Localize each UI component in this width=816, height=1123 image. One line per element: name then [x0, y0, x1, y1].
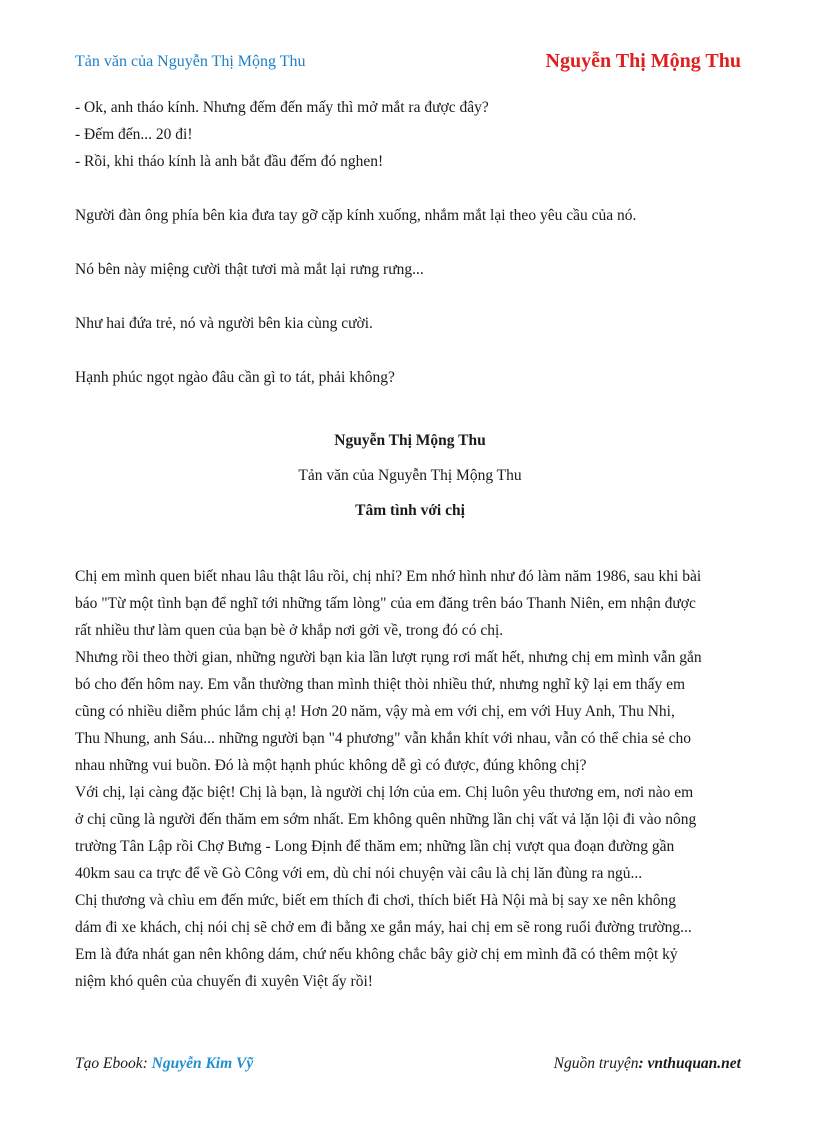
story-line: Chị em mình quen biết nhau lâu thật lâu rồi, chị nhỉ? Em nhớ hình như đó làm năm 1986, sau khi bài: [75, 568, 702, 585]
story-line: Với chị, lại càng đặc biệt! Chị là bạn, là người chị lớn của em. Chị luôn yêu thương em, nơi nào em: [75, 784, 694, 801]
header-collection-title: Tản văn của Nguyễn Thị Mộng Thu: [75, 53, 306, 70]
page-footer: [75, 1055, 741, 1077]
story-line: báo "Từ một tình bạn để nghĩ tới những tấm lòng" của em đăng trên báo Thanh Niên, em nhận được: [75, 595, 696, 612]
story-line: Em là đứa nhát gan nên không dám, chứ nếu không chắc bây giờ chị em mình đã có thêm một kỷ: [75, 946, 678, 963]
source-site-link[interactable]: vnthuquan.net: [647, 1055, 741, 1072]
dialogue-line: - Đếm đến... 20 đi!: [75, 126, 193, 143]
paragraph: Nó bên này miệng cười thật tươi mà mắt lại rưng rưng...: [75, 261, 424, 278]
ebook-separator: :: [142, 1055, 152, 1072]
source-label: Nguồn truyện: [553, 1055, 639, 1072]
source-credit: [554, 1055, 741, 1073]
story-line: bó cho đến hôm nay. Em vẫn thường than mình thiệt thòi nhiều thứ, nhưng nghĩ kỹ lại em thấy em: [75, 676, 686, 693]
story-line: Nhưng rồi theo thời gian, những người bạn kia lần lượt rụng rơi mất hết, nhưng chị em mình vẫn gắn: [75, 649, 702, 666]
story-line: niệm khó quên của chuyến đi xuyên Việt ấy rồi!: [75, 973, 373, 990]
story-line: Chị thương và chìu em đến mức, biết em thích đi chơi, thích biết Hà Nội mà bị say xe nên không: [75, 892, 676, 909]
dialogue-line: - Ok, anh tháo kính. Nhưng đếm đến mấy thì mở mắt ra được đây?: [75, 99, 489, 116]
story-line: dám đi xe khách, chị nói chị sẽ chở em đi bằng xe gắn máy, hai chị em sẽ rong ruổi đường trường...: [75, 919, 692, 936]
story-line: trường Tân Lập rồi Chợ Bưng - Long Định để thăm em; những lần chị vượt qua đoạn đường gần: [75, 838, 675, 855]
story-line: Thu Nhung, anh Sáu... những người bạn "4 phương" vẫn khắn khít với nhau, vẫn có thể chia sẻ cho: [75, 730, 692, 747]
story-line: 40km sau ca trực để về Gò Công với em, dù chỉ nói chuyện vài câu là chị lăn đùng ra ngủ...: [75, 865, 643, 882]
story-title: Tâm tình với chị: [355, 502, 465, 519]
story-line: rất nhiều thư làm quen của bạn bè ở khắp nơi gởi về, trong đó có chị.: [75, 622, 504, 639]
ebook-label: Tạo Ebook: [75, 1055, 143, 1072]
story-line: ở chị cũng là người đến thăm em sớm nhất. Em không quên những lần chị vất vả lặn lội đi vào nông: [75, 811, 697, 828]
source-separator: :: [638, 1055, 648, 1072]
story-line: nhau những vui buồn. Đó là một hạnh phúc không dễ gì có được, đúng không chị?: [75, 757, 587, 774]
story-collection: Tản văn của Nguyễn Thị Mộng Thu: [298, 467, 522, 484]
ebook-credit: [75, 1055, 253, 1073]
page-header: [75, 50, 741, 76]
ebook-creator-link[interactable]: Nguyễn Kim Vỹ: [151, 1055, 254, 1072]
story-author: Nguyễn Thị Mộng Thu: [334, 432, 486, 449]
story-line: cũng có nhiều diễm phúc lắm chị ạ! Hơn 20 năm, vậy mà em với chị, em với Huy Anh, Thu Nhi,: [75, 703, 675, 720]
dialogue-line: - Rồi, khi tháo kính là anh bắt đầu đếm đó nghen!: [75, 153, 384, 170]
paragraph: Như hai đứa trẻ, nó và người bên kia cùng cười.: [75, 315, 373, 332]
header-author-name: Nguyễn Thị Mộng Thu: [545, 50, 741, 72]
document-body: [75, 94, 745, 995]
paragraph: Hạnh phúc ngọt ngào đâu cần gì to tát, phải không?: [75, 369, 395, 386]
paragraph: Người đàn ông phía bên kia đưa tay gỡ cặp kính xuống, nhắm mắt lại theo yêu cầu của nó.: [75, 207, 637, 224]
